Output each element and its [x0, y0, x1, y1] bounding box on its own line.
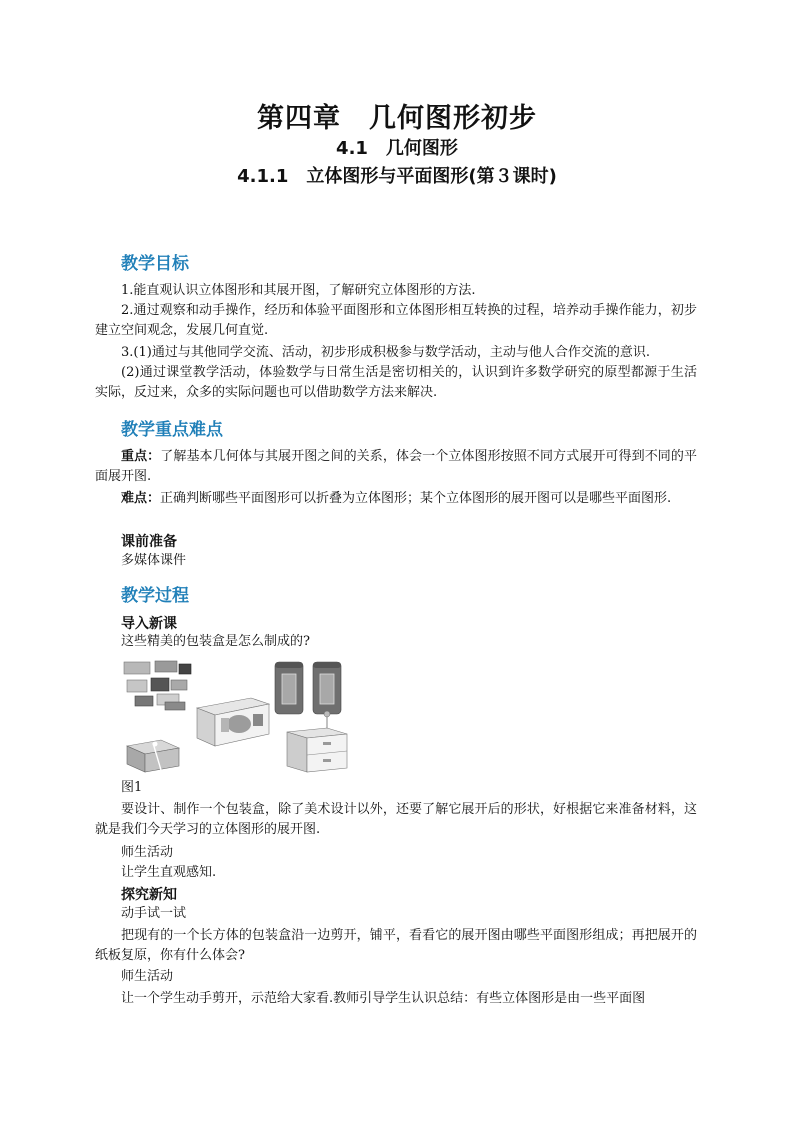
figure-caption: 图1	[121, 780, 143, 795]
difficulty-label: 难点：	[121, 491, 161, 506]
try-paragraph: 把现有的一个长方体的包装盒沿一边剪开，铺平，看看它的展开图由哪些平面图形组成；再把展开的纸板复原，你有什么体会?	[95, 928, 697, 963]
goal-item-1: 1.能直观认识立体图形和其展开图，了解研究立体图形的方法.	[121, 283, 476, 298]
focus-text: 了解基本几何体与其展开图之间的关系，体会一个立体图形按照不同方式展开可得到不同的平面展开图.	[95, 449, 697, 484]
difficulty-text: 正确判断哪些平面图形可以折叠为立体图形；某个立体图形的展开图可以是哪些平面图形.	[160, 491, 672, 506]
focus-label: 重点：	[121, 449, 161, 464]
chapter-title: 第四章 几何图形初步	[257, 103, 537, 134]
gift-box-image	[127, 740, 179, 772]
goal-item-3-2: (2)通过课堂教学活动，体验数学与日常生活是密切相关的，认识到许多数学研究的原型都源于生活实际，反过来，众多的实际问题也可以借助数学方法来解决.	[95, 365, 697, 400]
intro-heading: 导入新课	[121, 616, 177, 632]
goal-item-3: 3.(1)通过与其他同学交流、活动，初步形成积极参与数学活动，主动与他人合作交流的意识.	[121, 345, 650, 360]
goal-item-2: 2.通过观察和动手操作，经历和体验平面图形和立体图形相互转换的过程，培养动手操作能力，初步建立空间观念，发展几何直觉.	[95, 303, 697, 338]
goals-heading: 教学目标	[121, 254, 189, 274]
activity-text-2: 让一个学生动手剪开，示范给大家看.教师引导学生认识总结：有些立体图形是由一些平面图	[121, 991, 646, 1006]
prep-heading: 课前准备	[121, 534, 177, 550]
process-heading: 教学过程	[121, 586, 189, 606]
activity-label-1: 师生活动	[121, 845, 174, 860]
keypoints-heading: 教学重点难点	[121, 420, 223, 440]
tea-cans-image	[275, 662, 341, 714]
try-label: 动手试一试	[121, 906, 187, 921]
explore-heading: 探究新知	[121, 887, 177, 903]
intro-paragraph: 要设计、制作一个包装盒，除了美术设计以外，还要了解它展开后的形状，好根据它来准备材料，这就是我们今天学习的立体图形的展开图.	[95, 802, 697, 837]
difficulty-paragraph	[95, 489, 697, 509]
packaging-boxes-figure	[121, 658, 357, 776]
flat-box-pieces-image	[124, 661, 191, 710]
section-title: 4.1 几何图形	[336, 138, 458, 159]
drawer-box-image	[287, 711, 347, 772]
prep-text: 多媒体课件	[121, 553, 187, 568]
intro-question: 这些精美的包装盒是怎么制成的?	[121, 634, 310, 649]
activity-label-2: 师生活动	[121, 969, 174, 984]
activity-text-1: 让学生直观感知.	[121, 865, 217, 880]
subsection-title: 4.1.1 立体图形与平面图形(第３课时)	[237, 166, 557, 187]
focus-paragraph	[95, 447, 697, 487]
carton-box-image	[197, 698, 269, 746]
